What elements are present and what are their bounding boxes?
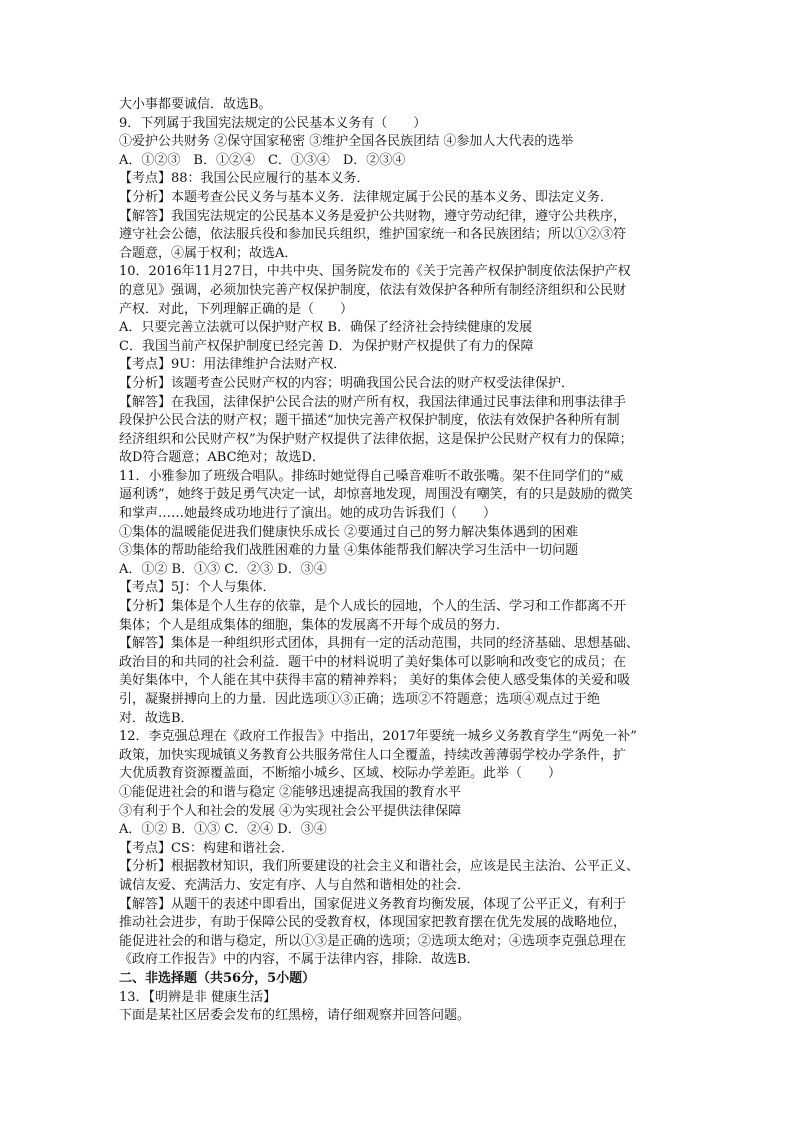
text-line: 逼利诱”，她终于鼓足勇气决定一试，却惊喜地发现，周围没有嘲笑，有的只是鼓励的微笑	[119, 487, 633, 503]
question-10-point: 【考点】9U：用法律维护合法财产权．	[119, 357, 347, 373]
question-11-analysis: 【分析】集体是个人生存的依靠，是个人成长的园地，个人的生活、学习和工作都离不开	[119, 599, 627, 615]
question-12-analysis: 【分析】根据教材知识，我们所要建设的社会主义和谐社会，应该是民主法治、公平正义、	[119, 859, 640, 875]
question-10-stem: 10．2016年11月27日，中共中央、国务院发布的《关于完善产权保护制度依法保护产权	[119, 264, 631, 280]
question-13-title: 13．【明辨是非 健康生活】	[119, 989, 277, 1005]
text-line: 和掌声……她最终成功地进行了演出。她的成功告诉我们（ ）	[119, 506, 497, 522]
document-page	[119, 96, 685, 1026]
text-line: 的意见》强调，必须加快完善产权保护制度，依法有效保护各种所有制经济组织和公民财	[119, 282, 627, 298]
question-12-options: A．①② B．①③ C．②④ D．③④	[119, 822, 327, 838]
text-line: 集体；个人是组成集体的细胞，集体的发展离不开每个成员的努力．	[119, 617, 510, 633]
question-11-statements: ③集体的帮助能给我们战胜困难的力量 ④集体能帮我们解决学习生活中一切问题	[119, 543, 579, 559]
text-line: 段保护公民合法的财产权；题干描述“加快完善产权保护制度，依法有效保护各种所有制	[119, 413, 620, 429]
question-9-point: 【考点】88：我国公民应履行的基本义务．	[119, 171, 370, 187]
question-11-answer: 【解答】集体是一种组织形式团体，具拥有一定的活动范围，共同的经济基础、思想基础、	[119, 636, 640, 652]
question-10-options: A．只要完善立法就可以保护财产权 B．确保了经济社会持续健康的发展	[119, 320, 533, 336]
question-11-options: A．①② B．①③ C．②③ D．③④	[119, 561, 327, 577]
question-12-statements: ①能促进社会的和谐与稳定 ②能够迅速提高我国的教育水平	[119, 784, 462, 800]
text-line: 产权．对此，下列理解正确的是（ ）	[119, 301, 354, 317]
text-line: 大优质教育资源覆盖面，不断缩小城乡、区域、校际办学差距。此举（ ）	[119, 766, 562, 782]
text-line: 美好集体中，个人能在其中获得丰富的精神养料； 美好的集体会使人感受集体的关爱和吸	[119, 673, 631, 689]
question-9-options: A．①②③ B．①②④ C．①③④ D．②③④	[119, 152, 406, 168]
text-line: 政策，加快实现城镇义务教育公共服务常住人口全覆盖，持续改善薄弱学校办学条件，扩	[119, 747, 627, 763]
question-12-statements: ③有利于个人和社会的发展 ④为实现社会公平提供法律保障	[119, 803, 462, 819]
section-heading: 二、非选择题（共56分，5小题）	[119, 970, 316, 986]
question-9-analysis: 【分析】本题考查公民义务与基本义务．法律规定属于公民的基本义务、即法定义务．	[119, 189, 614, 205]
text-line: 政治目的和共同的社会利益．题干中的材料说明了美好集体可以影响和改变它的成员；在	[119, 654, 627, 670]
text-line: 合题意，④属于权利；故选A．	[119, 245, 298, 261]
question-12-stem: 12．李克强总理在《政府工作报告》中指出，2017年要统一城乡义务教育学生“两免一补”	[119, 729, 637, 745]
question-13-stem: 下面是某社区居委会发布的红黑榜，请仔细观察并回答问题。	[119, 1008, 471, 1024]
question-10-analysis: 【分析】该题考查公民财产权的内容；明确我国公民合法的财产权受法律保护．	[119, 375, 575, 391]
text-line: 《政府工作报告》中的内容，不属于法律内容，排除．故选B．	[119, 952, 480, 968]
text-line: 故D符合题意；ABC绝对；故选D．	[119, 450, 325, 466]
question-11-statements: ①集体的温暖能促进我们健康快乐成长 ②要通过自己的努力解决集体遇到的困难	[119, 524, 579, 540]
text-line: 遵守社会公德，依法服兵役和参加民兵组织，维护国家统一和各民族团结；所以①②③符	[119, 227, 627, 243]
text-line: 经济组织和公民财产权”为保护财产权提供了法律依据，这是保护公民财产权有力的保障；	[119, 431, 633, 447]
text-line: 诚信友爱、充满活力、安定有序、人与自然和谐相处的社会．	[119, 877, 471, 893]
text-line: 能促进社会的和谐与稳定，所以①③是正确的选项；②选项太绝对；④选项李克强总理在	[119, 933, 627, 949]
text-line: 推动社会进步，有助于保障公民的受教育权，体现国家把教育摆在优先发展的战略地位，	[119, 915, 627, 931]
text-line: 大小事都要诚信．故选B。	[119, 97, 272, 112]
question-9-statements: ①爱护公共财务 ②保守国家秘密 ③维护全国各民族团结 ④参加人大代表的选举	[119, 134, 574, 150]
question-12-point: 【考点】CS：构建和谐社会．	[119, 840, 294, 856]
question-9-stem: 9．下列属于我国宪法规定的公民基本义务有（ ）	[119, 115, 427, 131]
question-9-answer: 【解答】我国宪法规定的公民基本义务是爱护公共财物，遵守劳动纪律，遵守公共秩序，	[119, 208, 627, 224]
question-11-point: 【考点】5J：个人与集体．	[119, 580, 276, 596]
text-line: 引，凝聚拼搏向上的力量．因此选项①③正确；选项②不符题意；选项④观点过于绝	[119, 692, 601, 707]
question-10-options: C．我国当前产权保护制度已经完善 D．为保护财产权提供了有力的保障	[119, 338, 534, 354]
text-line: 对．故选B．	[119, 710, 194, 726]
question-11-stem: 11．小雅参加了班级合唱队。排练时她觉得自己嗓音难听不敢张嘴。架不住同学们的“威	[119, 468, 624, 484]
question-10-answer: 【解答】在我国，法律保护公民合法的财产所有权，我国法律通过民事法律和刑事法律手	[119, 394, 627, 410]
question-12-answer: 【解答】从题干的表述中即看出，国家促进义务教育均衡发展，体现了公平正义，有利于	[119, 896, 627, 912]
